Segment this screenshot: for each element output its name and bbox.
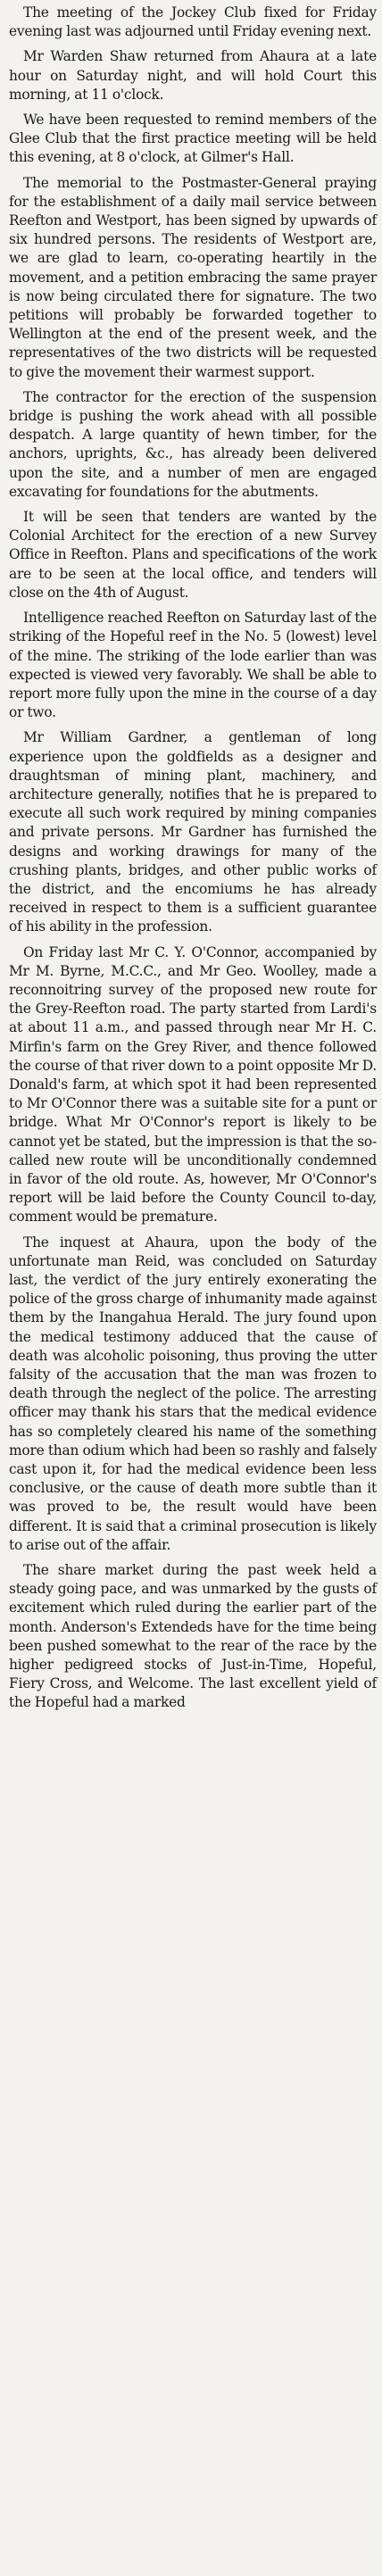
paragraph-hopeful-reef: Intelligence reached Reefton on Saturday last of the striking of the Hopeful reef in the No. 5 (lowest) level of the mine. The striking of the lode earlier than was expected is viewed very favorably. We shall be able to report more fully upon the mine in the course of a day or two. [9, 610, 377, 721]
paragraph-survey-office-tenders: It will be seen that tenders are wanted by the Colonial Architect for the erection of a new Survey Office in Reefton. Plans and specifications of the work are to be seen at the local office, and tenders will close on the 4th of August. [9, 509, 377, 601]
paragraph-oconnor-survey: On Friday last Mr C. Y. O'Connor, accompanied by Mr M. Byrne, M.C.C., and Mr Geo. Woolley, made a reconnoitring survey of the proposed new route for the Grey-Reefton road. The party started from Lardi's at about 11 a.m., and passed through near Mr H. C. Mirfin's farm on the Grey River, and thence followed the course of that river down to a point opposite Mr D. Donald's farm, at which spot it had been represented to Mr O'Connor there was a suitable site for a punt or bridge. What Mr O'Connor's report is likely to be cannot yet be stated, but the impression is that the so-called new route will be unconditionally condemned in favor of the old route. As, however, Mr O'Connor's report will be laid before the County Council to-day, comment would be premature. [9, 943, 377, 1226]
paragraph-jockey-club: The meeting of the Jockey Club fixed for Friday evening last was adjourned until Friday evening next. [9, 4, 377, 40]
paragraph-glee-club: We have been requested to remind members of the Glee Club that the first practice meeting will be held this evening, at 8 o'clock, at Gilmer's Hall. [9, 112, 377, 166]
paragraph-warden-shaw: Mr Warden Shaw returned from Ahaura at a late hour on Saturday night, and will hold Court this morning, at 11 o'clock. [9, 48, 377, 103]
paragraph-share-market: The share market during the past week held a steady going pace, and was unmarked by the gusts of excitement which ruled during the earlier part of the month. Anderson's Extendeds have for the time being been pushed somewhat to the rear of the race by the higher pedigreed stocks of Just-in-Time, Hopeful, Fiery Cross, and Welcome. The last excellent yield of the Hopeful had a marked [9, 1562, 377, 1711]
paragraph-ahaura-inquest: The inquest at Ahaura, upon the body of the unfortunate man Reid, was concluded on Saturday last, the verdict of the jury entirely exonerating the police of the gross charge of inhumanity made against them by the Inangahua Herald. The jury found upon the medical testimony adduced that the cause of death was alcoholic poisoning, thus proving the utter falsity of the accusation that the man was frozen to death through the neglect of the police. The arresting officer may thank his stars that the medical evidence has so completely cleared his name of the something more than odium which had been so rashly and falsely cast upon it, for had the medical evidence been less conclusive, or the cause of death more subtle than it was proved to be, the result would have been different. It is said that a criminal prosecution is likely to arise out of the affair. [9, 1234, 377, 1553]
paragraph-suspension-bridge: The contractor for the erection of the suspension bridge is pushing the work ahead with all possible despatch. A large quantity of hewn timber, for the anchors, uprights, &c., has already been delivered upon the site, and a number of men are engaged excavating for foundations for the abutments. [9, 388, 377, 500]
paragraph-mail-memorial: The memorial to the Postmaster-General praying for the establishment of a daily mail service between Reefton and Westport, has been signed by upwards of six hundred persons. The residents of Westport are, we are glad to learn, co-operating heartily in the movement, and a petition embracing the same prayer is now being circulated there for signature. The two petitions will probably be forwarded together to Wellington at the end of the present week, and the representatives of the two districts will be requested to give the movement their warmest support. [9, 174, 377, 380]
paragraph-william-gardner: Mr William Gardner, a gentleman of long experience upon the goldfields as a designer and draughtsman of mining plant, machinery, and architecture generally, notifies that he is prepared to execute all such work required by mining companies and private persons. Mr Gardner has furnished the designs and working drawings for many of the crushing plants, bridges, and other public works of the district, and the encomiums he has already received in respect to them is a sufficient guarantee of his ability in the profession. [9, 729, 377, 935]
